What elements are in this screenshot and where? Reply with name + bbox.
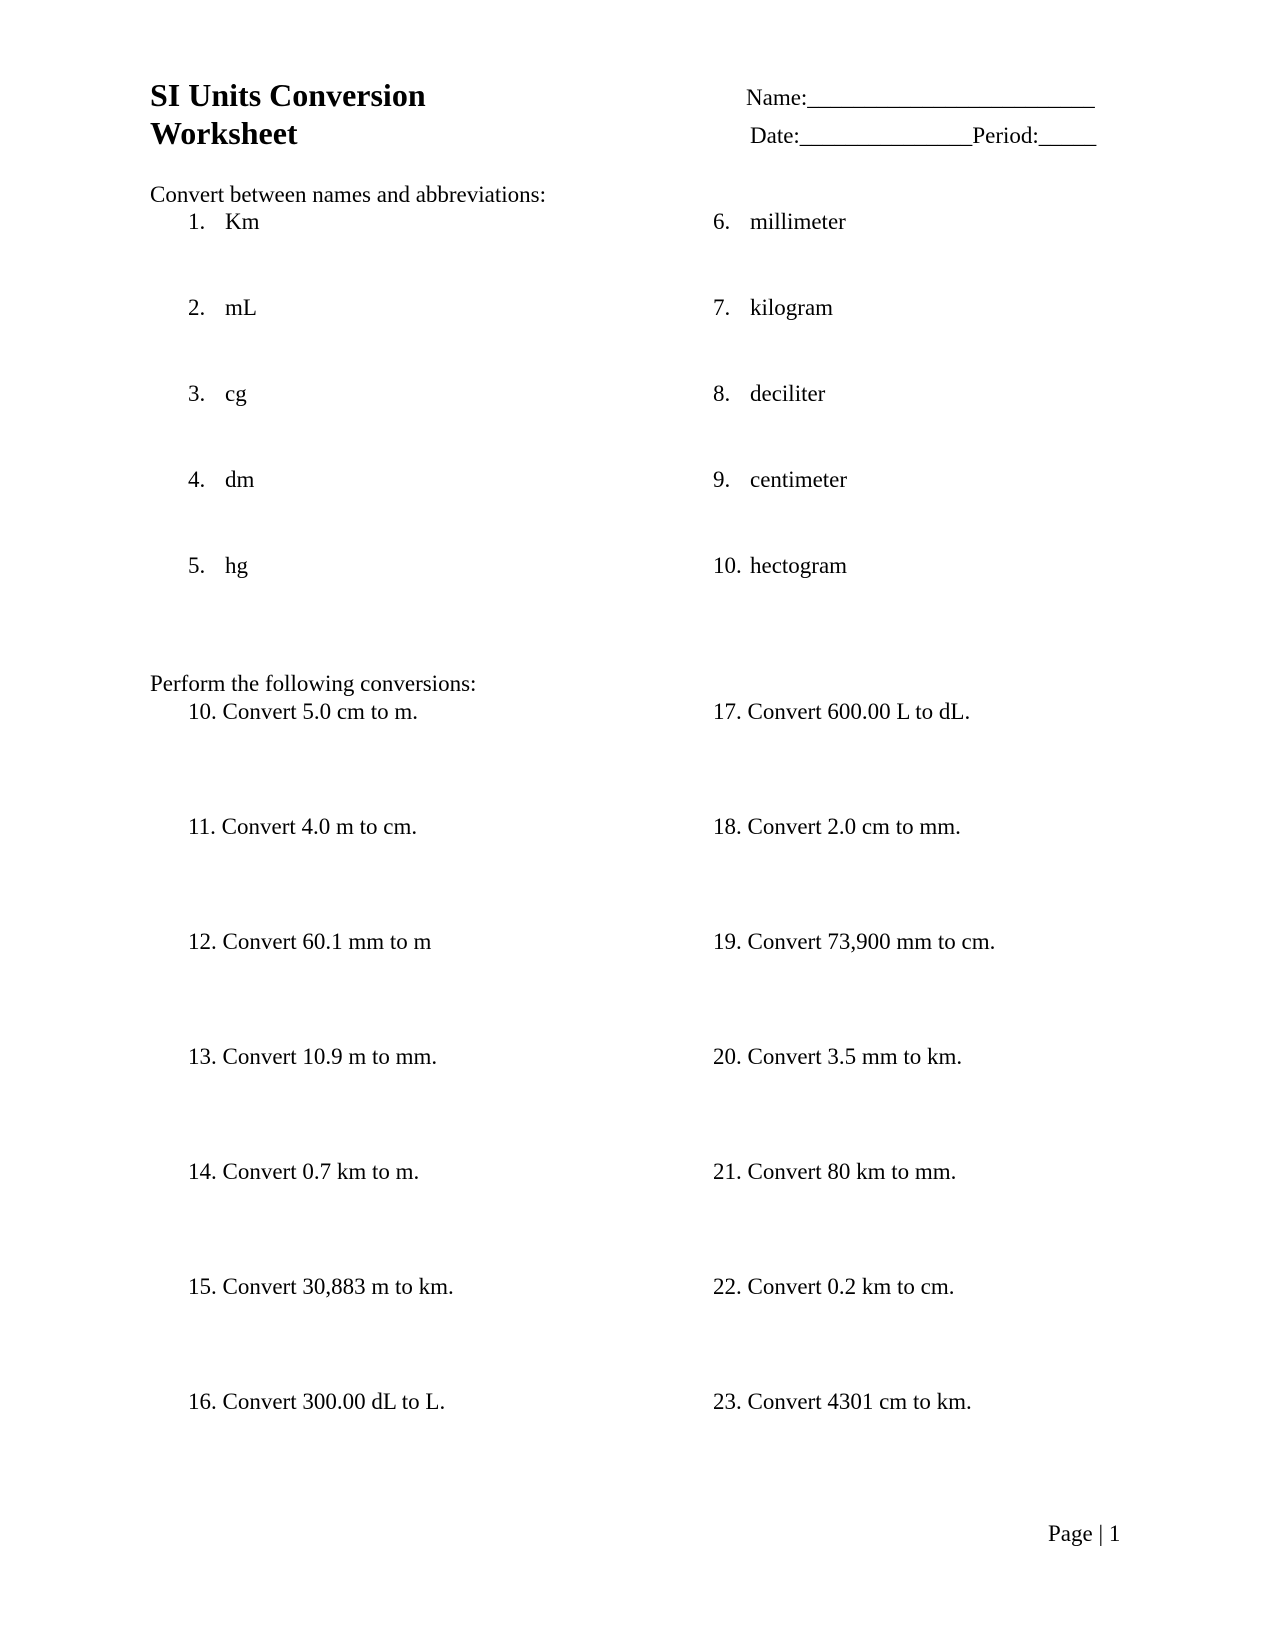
list-item xyxy=(188,294,257,322)
item-text: centimeter xyxy=(750,467,848,492)
worksheet-title xyxy=(150,76,426,152)
title-line-2: Worksheet xyxy=(150,115,298,151)
item-number: 9. xyxy=(713,467,731,492)
list-item xyxy=(713,380,825,408)
item-number: 4. xyxy=(188,467,206,492)
item-number: 3. xyxy=(188,381,206,406)
item-text: hg xyxy=(225,553,248,578)
date-field[interactable]: Date:_______________ xyxy=(750,123,973,148)
period-field[interactable]: Period:_____ xyxy=(972,123,1097,148)
name-field[interactable]: Name:_________________________ xyxy=(746,85,1095,110)
list-item: 21. Convert 80 km to mm. xyxy=(713,1159,957,1184)
item-text: millimeter xyxy=(750,209,846,234)
list-item xyxy=(713,466,847,494)
item-text: hectogram xyxy=(750,553,848,578)
section2-heading: Perform the following conversions: xyxy=(150,671,477,696)
item-number: 2. xyxy=(188,295,206,320)
list-item: 12. Convert 60.1 mm to m xyxy=(188,929,432,954)
list-item xyxy=(713,294,833,322)
item-text: dm xyxy=(225,467,255,492)
title-line-1: SI Units Conversion xyxy=(150,77,426,113)
item-number: 8. xyxy=(713,381,731,406)
item-number: 7. xyxy=(713,295,731,320)
list-item: 22. Convert 0.2 km to cm. xyxy=(713,1274,955,1299)
item-text: deciliter xyxy=(750,381,826,406)
item-text: cg xyxy=(225,381,247,406)
list-item xyxy=(188,466,254,494)
list-item: 18. Convert 2.0 cm to mm. xyxy=(713,814,961,839)
list-item: 11. Convert 4.0 m to cm. xyxy=(188,814,418,839)
item-text: mL xyxy=(225,295,257,320)
list-item xyxy=(713,208,846,236)
list-item xyxy=(188,380,247,408)
page-number: Page | 1 xyxy=(1048,1521,1121,1546)
list-item: 10. Convert 5.0 cm to m. xyxy=(188,699,418,724)
list-item: 20. Convert 3.5 mm to km. xyxy=(713,1044,963,1069)
list-item: 14. Convert 0.7 km to m. xyxy=(188,1159,420,1184)
list-item: 17. Convert 600.00 L to dL. xyxy=(713,699,971,724)
list-item: 13. Convert 10.9 m to mm. xyxy=(188,1044,438,1069)
list-item: 16. Convert 300.00 dL to L. xyxy=(188,1389,446,1414)
date-period-row xyxy=(750,122,1096,150)
list-item: 15. Convert 30,883 m to km. xyxy=(188,1274,454,1299)
list-item: 19. Convert 73,900 mm to cm. xyxy=(713,929,996,954)
section1-heading: Convert between names and abbreviations: xyxy=(150,182,546,207)
item-text: kilogram xyxy=(750,295,834,320)
list-item: 23. Convert 4301 cm to km. xyxy=(713,1389,972,1414)
item-text: Km xyxy=(225,209,260,234)
item-number: 6. xyxy=(713,209,731,234)
item-number: 1. xyxy=(188,209,206,234)
list-item xyxy=(188,208,260,236)
list-item xyxy=(713,552,847,580)
item-number: 5. xyxy=(188,553,206,578)
item-number: 10. xyxy=(713,553,742,578)
list-item xyxy=(188,552,248,580)
